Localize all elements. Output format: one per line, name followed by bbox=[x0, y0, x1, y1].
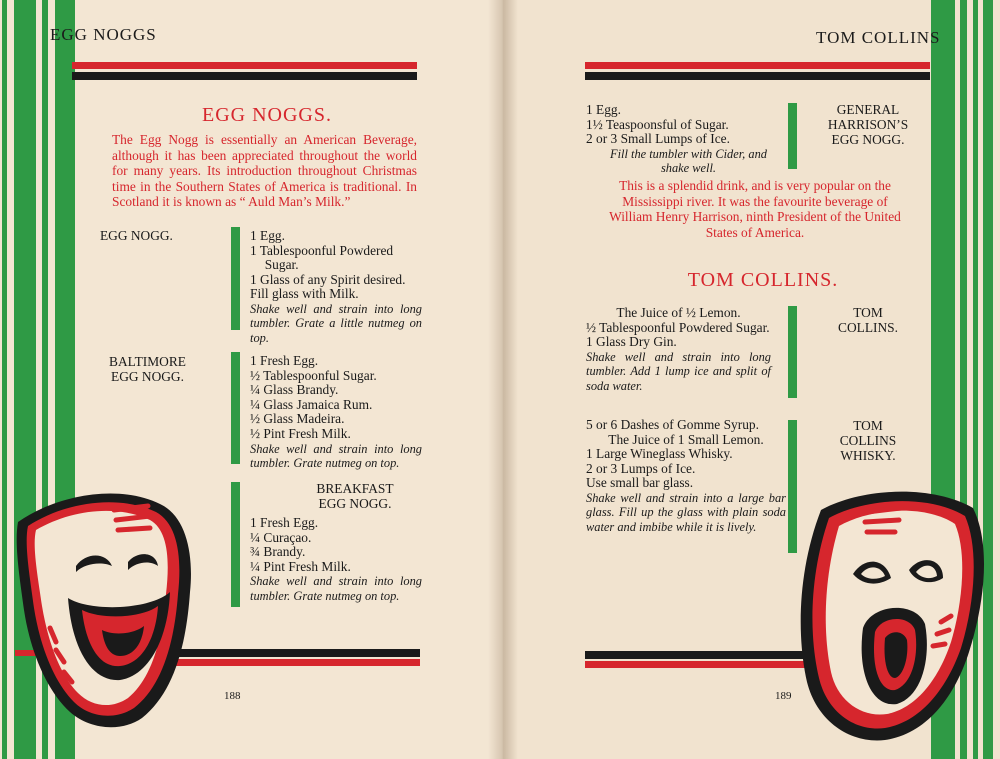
directions: Fill the tumbler with Cider, and shake well. bbox=[610, 146, 767, 176]
ingredient: The Juice of 1 Small Lemon. bbox=[608, 431, 764, 447]
ingredient: 1 Egg. bbox=[586, 102, 621, 117]
ingredient: ¾ Brandy. bbox=[250, 544, 306, 560]
top-rule-red bbox=[72, 62, 417, 69]
ingredient: ¼ Pint Fresh Milk. bbox=[250, 558, 351, 574]
ingredient: Fill glass with Milk. bbox=[250, 286, 359, 302]
recipe-name-tom-collins: TOM COLLINS. bbox=[838, 305, 898, 335]
intro-paragraph: The Egg Nogg is essentially an American Beverage, although it has been appreciated throughout the world for many years. Its introduction throughout Christmas time in the Southern States of America is traditional. In Scotland it is known as “ Auld Man’s Milk.” bbox=[112, 132, 417, 209]
section-title: TOM COLLINS. bbox=[687, 269, 839, 291]
page-number: 189 bbox=[775, 690, 792, 702]
green-stripe bbox=[2, 0, 7, 759]
ingredient: ½ Glass Madeira. bbox=[250, 411, 345, 427]
tragedy-mask-illustration bbox=[791, 482, 991, 747]
ingredient: 2 or 3 Small Lumps of Ice. bbox=[586, 131, 730, 147]
ingredient: ¼ Glass Jamaica Rum. bbox=[250, 396, 373, 412]
ingredient: ½ Tablespoonful Powdered Sugar. bbox=[586, 319, 770, 335]
green-bar bbox=[788, 103, 797, 169]
recipe-tom-collins-whisky bbox=[586, 418, 786, 534]
recipe-breakfast-egg-nogg bbox=[250, 516, 422, 603]
top-rule-red bbox=[585, 62, 930, 69]
recipe-name-baltimore-egg-nogg: BALTIMORE EGG NOGG. bbox=[109, 354, 186, 384]
book-gutter bbox=[488, 0, 518, 759]
ingredient: 1 Fresh Egg. bbox=[250, 353, 319, 368]
directions: Shake well and strain into long tumbler. Grate a little nutmeg on top. bbox=[250, 301, 422, 345]
recipe-tom-collins bbox=[586, 306, 771, 393]
green-bar bbox=[231, 227, 240, 330]
directions: Shake well and strain into long tumbler. Grate nutmeg on top. bbox=[250, 441, 422, 470]
recipe-egg-nogg bbox=[250, 229, 422, 345]
green-bar bbox=[788, 306, 797, 398]
running-head: EGG NOGGS bbox=[50, 25, 157, 44]
recipe-name-egg-nogg: EGG NOGG. bbox=[100, 228, 173, 243]
right-page bbox=[503, 0, 1000, 759]
ingredient: 1 Glass of any Spirit desired. bbox=[250, 271, 406, 287]
ingredient: ½ Tablespoonful Sugar. bbox=[250, 367, 377, 383]
directions: Shake well and strain into a large bar glass. Fill up the glass with plain soda water and imbibe while it is lively. bbox=[586, 490, 786, 534]
top-rule-black bbox=[585, 72, 930, 80]
ingredient: 2 or 3 Lumps of Ice. bbox=[586, 460, 696, 476]
directions: Shake well and strain into long tumbler. Grate nutmeg on top. bbox=[250, 574, 422, 603]
green-bar bbox=[231, 482, 240, 607]
comedy-mask-illustration bbox=[10, 480, 200, 735]
page-number: 188 bbox=[224, 690, 241, 702]
chapter-title: EGG NOGGS. bbox=[202, 104, 332, 126]
harrison-note: This is a splendid drink, and is very popular on the Mississippi river. It was the favourite beverage of William Henry Harrison, ninth President of the United States of America. bbox=[609, 178, 901, 240]
ingredient: 5 or 6 Dashes of Gomme Syrup. bbox=[586, 417, 759, 432]
recipe-general-harrisons-egg-nogg bbox=[586, 103, 771, 176]
directions: Shake well and strain into long tumbler. Add 1 lump ice and split of soda water. bbox=[586, 349, 771, 393]
ingredient: Use small bar glass. bbox=[586, 475, 694, 491]
ingredient: ¼ Curaçao. bbox=[250, 529, 312, 545]
top-rule-black bbox=[72, 72, 417, 80]
ingredient: 1 Large Wineglass Whisky. bbox=[586, 446, 733, 462]
recipe-baltimore-egg-nogg bbox=[250, 354, 422, 470]
ingredient: 1 Tablespoonful Powdered Sugar. bbox=[250, 242, 394, 273]
green-bar bbox=[231, 352, 240, 464]
ingredient: ½ Pint Fresh Milk. bbox=[250, 425, 351, 441]
ingredient: 1 Glass Dry Gin. bbox=[586, 334, 677, 350]
recipe-name-general-harrisons-egg-nogg: GENERAL HARRISON’S EGG NOGG. bbox=[827, 102, 909, 147]
recipe-name-tom-collins-whisky: TOM COLLINS WHISKY. bbox=[839, 418, 897, 463]
ingredient: ¼ Glass Brandy. bbox=[250, 382, 339, 398]
ingredient: 1½ Teaspoonsful of Sugar. bbox=[586, 116, 729, 132]
running-head: TOM COLLINS bbox=[816, 28, 941, 47]
ingredient: The Juice of ½ Lemon. bbox=[616, 305, 741, 320]
recipe-name-breakfast-egg-nogg: BREAKFAST EGG NOGG. bbox=[316, 481, 394, 511]
ingredient: 1 Fresh Egg. bbox=[250, 515, 319, 530]
ingredient: 1 Egg. bbox=[250, 228, 285, 243]
